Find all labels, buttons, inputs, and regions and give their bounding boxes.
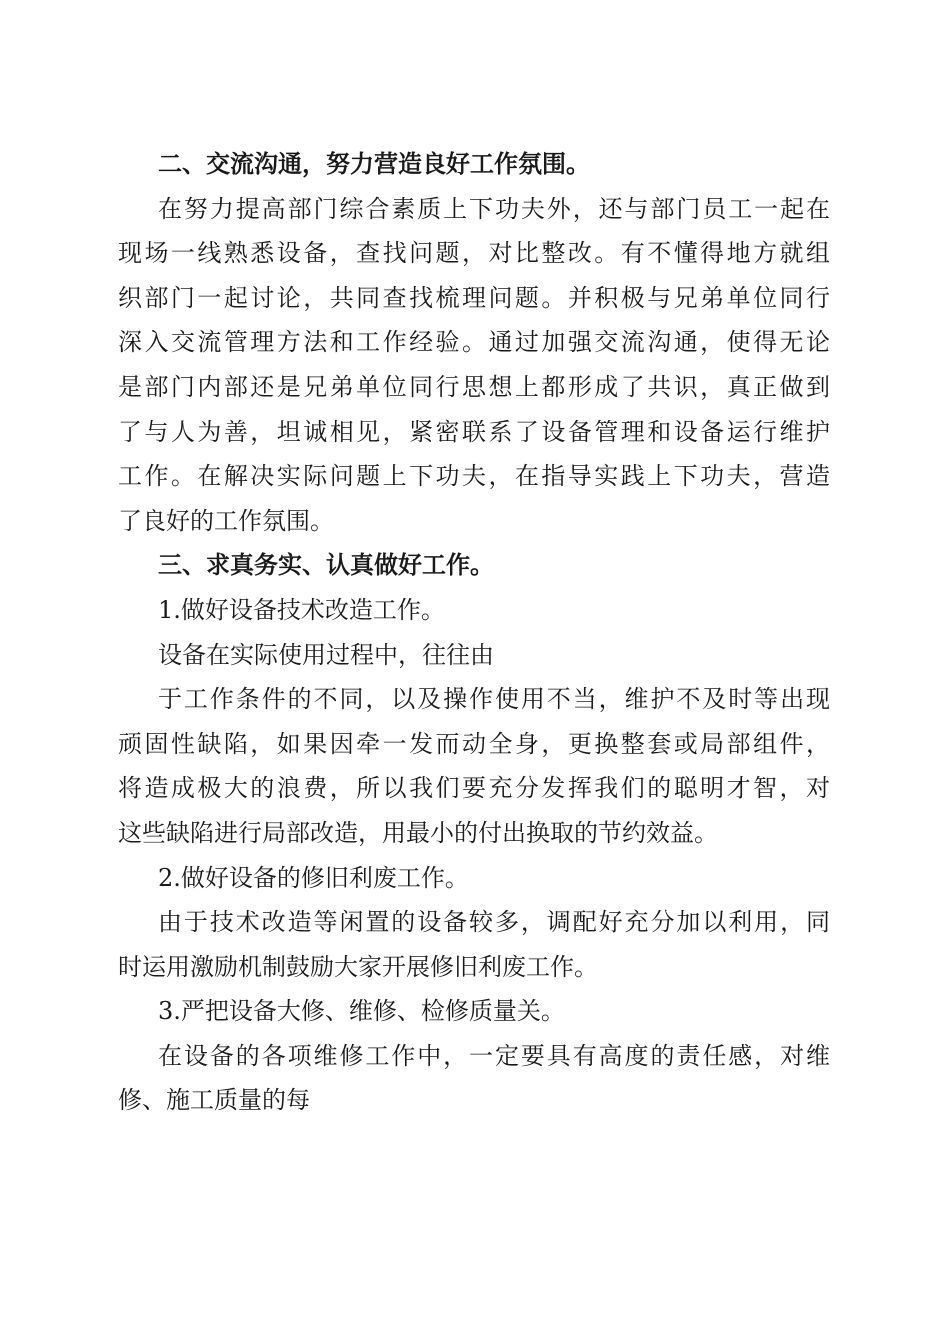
paragraph-line: 深入交流管理方法和工作经验。通过加强交流沟通，使得无论 — [118, 328, 830, 357]
paragraph-line: 将造成极大的浪费，所以我们要充分发挥我们的聪明才智，对 — [118, 774, 830, 803]
section-heading-3: 三、求真务实、认真做好工作。 — [158, 551, 494, 580]
paragraph-line: 这些缺陷进行局部改造，用最小的付出换取的节约效益。 — [118, 818, 718, 847]
item-title-3: 3.严把设备大修、维修、检修质量关。 — [158, 997, 565, 1026]
section-heading-2: 二、交流沟通，努力营造良好工作氛围。 — [158, 150, 590, 178]
paragraph-line: 由于技术改造等闲置的设备较多，调配好充分加以利用，同 — [158, 908, 830, 937]
item-title-1: 1.做好设备技术改造工作。 — [158, 595, 445, 624]
paragraph-line: 于工作条件的不同，以及操作使用不当，维护不及时等出现 — [158, 685, 830, 714]
paragraph-line: 在努力提高部门综合素质上下功夫外，还与部门员工一起在 — [158, 194, 830, 223]
item-title-2: 2.做好设备的修旧利废工作。 — [158, 863, 469, 892]
paragraph-line: 织部门一起讨论，共同查找梳理问题。并积极与兄弟单位同行 — [118, 283, 830, 312]
paragraph-line: 工作。在解决实际问题上下功夫，在指导实践上下功夫，营造 — [118, 462, 830, 491]
paragraph-line: 顽固性缺陷，如果因牵一发而动全身，更换整套或局部组件， — [118, 729, 830, 758]
paragraph-line: 修、施工质量的每 — [118, 1086, 310, 1115]
paragraph-line: 了良好的工作氛围。 — [118, 506, 334, 535]
paragraph-line: 现场一线熟悉设备，查找问题，对比整改。有不懂得地方就组 — [118, 239, 830, 268]
paragraph-line: 在设备的各项维修工作中，一定要具有高度的责任感，对维 — [158, 1041, 830, 1070]
paragraph-line: 时运用激励机制鼓励大家开展修旧利废工作。 — [118, 952, 598, 981]
paragraph-line: 设备在实际使用过程中，往往由 — [158, 640, 494, 669]
paragraph-line: 是部门内部还是兄弟单位同行思想上都形成了共识，真正做到 — [118, 372, 830, 401]
document-body — [118, 142, 830, 1123]
paragraph-line: 了与人为善，坦诚相见，紧密联系了设备管理和设备运行维护 — [118, 417, 830, 446]
